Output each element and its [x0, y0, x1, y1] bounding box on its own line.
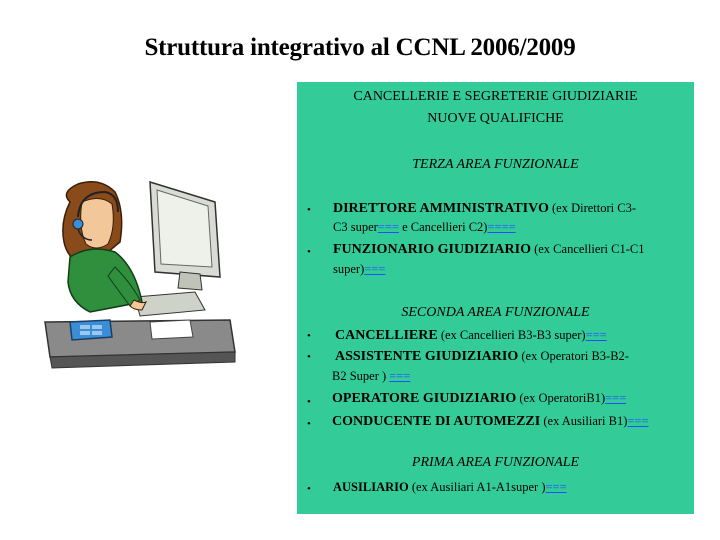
list-item — [335, 326, 607, 345]
bullet: • — [307, 204, 311, 216]
list-item-continuation — [333, 218, 516, 236]
qualification-name: FUNZIONARIO GIUDIZIARIO — [333, 242, 531, 257]
qualification-detail: B2 Super ) — [332, 369, 390, 383]
qualification-name: CONDUCENTE DI AUTOMEZZI — [332, 414, 541, 429]
qualification-detail: (ex Ausiliari B1) — [540, 414, 628, 428]
qualification-name: DIRETTORE AMMINISTRATIVO — [333, 201, 549, 216]
bullet: • — [307, 396, 311, 408]
reference-link[interactable]: === — [545, 480, 567, 494]
qualification-name: OPERATORE GIUDIZIARIO — [332, 391, 517, 406]
qualification-detail: (ex Ausiliari A1-A1super ) — [408, 480, 546, 494]
slide-title: Struttura integrativo al CCNL 2006/2009 — [144, 34, 576, 61]
qualification-detail: (ex Cancellieri B3-B3 super) — [437, 328, 586, 342]
receptionist-computer-clipart-icon — [30, 172, 240, 382]
panel-header-line1: CANCELLERIE E SEGRETERIE GIUDIZIARIE — [353, 89, 638, 104]
reference-link[interactable]: === — [364, 262, 386, 276]
qualification-detail: (ex OperatoriB1) — [516, 391, 606, 405]
reference-link[interactable]: ==== — [487, 220, 516, 234]
terza-area-heading: TERZA AREA FUNZIONALE — [412, 157, 579, 172]
reference-link[interactable]: === — [627, 414, 649, 428]
list-item — [332, 412, 649, 431]
seconda-area-heading: SECONDA AREA FUNZIONALE — [401, 305, 590, 320]
reference-link[interactable]: === — [605, 391, 627, 405]
bullet: • — [307, 418, 311, 430]
bullet: • — [307, 246, 311, 258]
qualification-detail: C3 super — [333, 220, 378, 234]
list-item — [333, 199, 636, 218]
bullet: • — [307, 330, 311, 342]
list-item — [333, 478, 567, 496]
bullet: • — [307, 351, 311, 363]
qualification-name: CANCELLIERE — [335, 328, 438, 343]
qualification-name: AUSILIARIO — [333, 480, 409, 494]
qualification-detail: (ex Operatori B3-B2- — [518, 349, 629, 363]
qualification-detail: e Cancellieri C2) — [398, 220, 488, 234]
qualification-detail: super) — [333, 262, 365, 276]
qualification-detail: (ex Direttori C3- — [548, 201, 636, 215]
list-item — [335, 347, 629, 366]
qualifications-panel — [297, 82, 694, 514]
panel-header-line2: NUOVE QUALIFICHE — [427, 111, 564, 126]
list-item-continuation — [332, 367, 410, 385]
list-item-continuation — [333, 260, 385, 278]
reference-link[interactable]: === — [389, 369, 411, 383]
reference-link[interactable]: === — [377, 220, 399, 234]
bullet: • — [307, 483, 311, 495]
qualification-name: ASSISTENTE GIUDIZIARIO — [335, 349, 519, 364]
list-item — [333, 240, 644, 259]
reference-link[interactable]: === — [585, 328, 607, 342]
qualification-detail: (ex Cancellieri C1-C1 — [530, 242, 645, 256]
prima-area-heading: PRIMA AREA FUNZIONALE — [411, 455, 580, 470]
list-item — [332, 389, 626, 408]
